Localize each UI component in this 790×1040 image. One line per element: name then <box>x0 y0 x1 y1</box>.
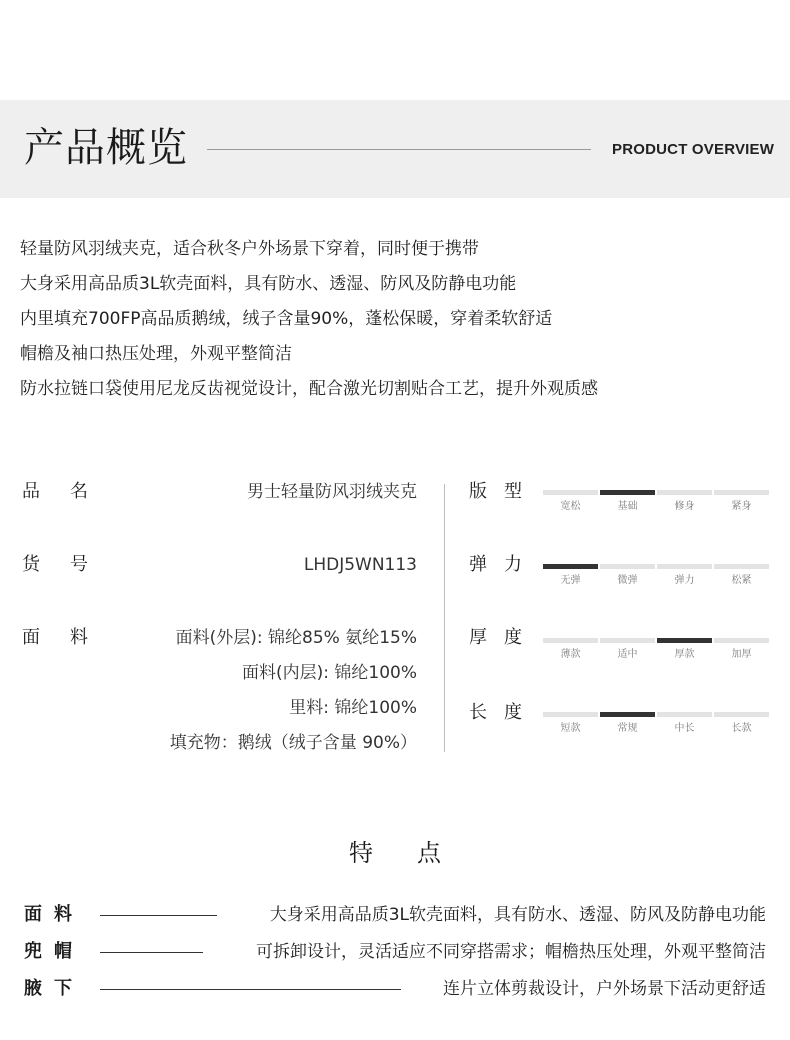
scale-segment <box>714 712 769 717</box>
scale-segment <box>657 638 712 643</box>
scale-option: 短款 <box>560 723 581 734</box>
scale-segment <box>600 638 655 643</box>
spec-value-name: 男士轻量防风羽绒夹克 <box>247 482 417 502</box>
point-divider <box>100 989 401 990</box>
spec-value-filling: 填充物：鹅绒（绒子含量 90%） <box>169 733 417 753</box>
scale-segment <box>657 564 712 569</box>
scale-segment <box>543 564 598 569</box>
feature-item: 大身采用高品质3L软壳面料，具有防水、透湿、防风及防静电功能 <box>20 274 517 294</box>
feature-item: 帽檐及袖口热压处理，外观平整简洁 <box>20 344 292 364</box>
scale-fit <box>543 490 768 520</box>
scale-option: 弹力 <box>674 575 695 586</box>
point-label-underarm: 腋下 <box>24 978 84 999</box>
scale-option: 微弹 <box>617 575 638 586</box>
scale-label-length: 长度 <box>469 702 539 723</box>
scale-option: 加厚 <box>731 649 752 660</box>
spec-value-fabric-outer: 面料(外层): 锦纶85% 氨纶15% <box>175 628 417 648</box>
scale-option: 厚款 <box>674 649 695 660</box>
scale-option: 宽松 <box>560 501 581 512</box>
feature-item: 轻量防风羽绒夹克，适合秋冬户外场景下穿着，同时便于携带 <box>20 239 479 259</box>
scale-option: 适中 <box>617 649 638 660</box>
points-title: 特点 <box>349 839 485 867</box>
scale-option: 常规 <box>617 723 638 734</box>
feature-item: 内里填充700FP高品质鹅绒，绒子含量90%，蓬松保暖，穿着柔软舒适 <box>20 309 553 329</box>
spec-value-fabric-inner: 面料(内层): 锦纶100% <box>242 663 417 683</box>
point-label-hood: 兜帽 <box>24 941 84 962</box>
scale-length <box>543 712 768 742</box>
scale-label-thickness: 厚度 <box>469 627 539 648</box>
scale-option: 薄款 <box>560 649 581 660</box>
feature-item: 防水拉链口袋使用尼龙反齿视觉设计，配合激光切割贴合工艺，提升外观质感 <box>20 379 598 399</box>
point-divider <box>100 952 203 953</box>
point-divider <box>100 915 217 916</box>
spec-label-fabric: 面料 <box>22 627 118 648</box>
scale-option: 无弹 <box>560 575 581 586</box>
spec-value-sku: LHDJ5WN113 <box>303 555 417 575</box>
point-text-fabric: 大身采用高品质3L软壳面料，具有防水、透湿、防风及防静电功能 <box>269 905 766 925</box>
scale-segment <box>714 564 769 569</box>
scale-segment <box>600 564 655 569</box>
scale-segment <box>543 712 598 717</box>
scale-option: 中长 <box>674 723 695 734</box>
scale-segment <box>657 490 712 495</box>
scale-thickness <box>543 638 768 668</box>
scale-segment <box>600 490 655 495</box>
scale-stretch <box>543 564 768 594</box>
spec-divider <box>444 484 445 752</box>
point-text-hood: 可拆卸设计，灵活适应不同穿搭需求；帽檐热压处理，外观平整简洁 <box>256 942 766 962</box>
scale-segment <box>657 712 712 717</box>
feature-list <box>20 232 598 407</box>
scale-segment <box>543 638 598 643</box>
spec-value-lining: 里料: 锦纶100% <box>289 698 417 718</box>
scale-option: 基础 <box>617 501 638 512</box>
scale-option: 松紧 <box>731 575 752 586</box>
page-subtitle: PRODUCT OVERVIEW <box>612 141 775 158</box>
scale-label-fit: 版型 <box>469 481 539 502</box>
scale-segment <box>543 490 598 495</box>
spec-label-name: 品名 <box>22 481 118 502</box>
spec-label-sku: 货号 <box>22 554 118 575</box>
point-label-fabric: 面料 <box>24 904 84 925</box>
scale-option: 修身 <box>674 501 695 512</box>
scale-segment <box>600 712 655 717</box>
scale-option: 长款 <box>731 723 752 734</box>
header-divider <box>207 149 591 150</box>
point-text-underarm: 连片立体剪裁设计，户外场景下活动更舒适 <box>443 979 766 999</box>
scale-segment <box>714 490 769 495</box>
scale-option: 紧身 <box>731 501 752 512</box>
scale-segment <box>714 638 769 643</box>
scale-label-stretch: 弹力 <box>469 554 539 575</box>
page-title: 产品概览 <box>24 125 188 171</box>
